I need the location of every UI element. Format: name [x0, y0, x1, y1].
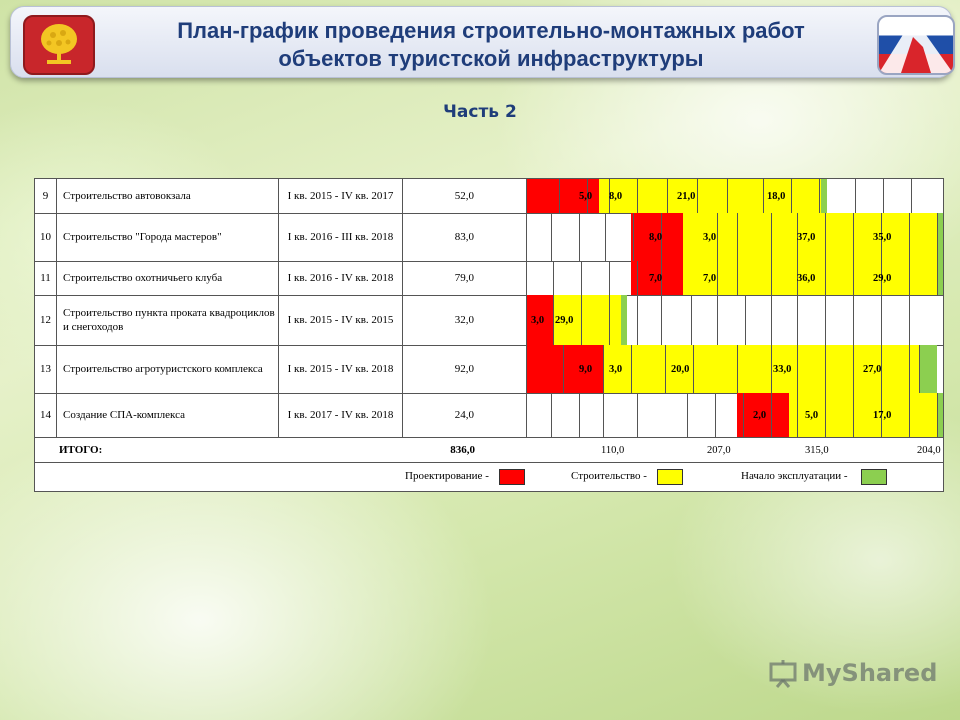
quarter-gridline — [909, 213, 910, 261]
phase-value-label: 7,0 — [703, 272, 717, 284]
object-total: 92,0 — [403, 345, 527, 393]
quarter-gridline — [883, 179, 884, 213]
row-number: 12 — [35, 295, 57, 345]
quarter-gridline — [797, 295, 798, 345]
quarter-gridline — [771, 393, 772, 437]
period-range: I кв. 2016 - III кв. 2018 — [279, 213, 403, 261]
quarter-gridline — [771, 261, 772, 295]
table-row — [35, 179, 943, 214]
period-range: I кв. 2016 - IV кв. 2018 — [279, 261, 403, 295]
phase-value-label: 5,0 — [579, 190, 593, 202]
itogo-total: 836,0 — [450, 444, 475, 456]
phase-value-label: 29,0 — [555, 314, 574, 326]
quarter-gridline — [745, 295, 746, 345]
page-title-line-1: План-график проведения строительно-монтажных работ — [177, 18, 805, 43]
row-number: 9 — [35, 179, 57, 213]
period-range: I кв. 2015 - IV кв. 2018 — [279, 345, 403, 393]
quarter-gridline — [665, 345, 666, 393]
phase-value-label: 33,0 — [773, 363, 792, 375]
quarter-gridline — [581, 295, 582, 345]
row-number: 14 — [35, 393, 57, 437]
quarter-gridline — [853, 345, 854, 393]
quarter-gridline — [737, 213, 738, 261]
lipetsk-emblem-icon — [23, 15, 95, 75]
object-total: 52,0 — [403, 179, 527, 213]
phase-value-label: 3,0 — [609, 363, 623, 375]
quarter-gridline — [687, 393, 688, 437]
quarter-gridline — [715, 393, 716, 437]
quarter-gridline — [825, 213, 826, 261]
gantt-timeline — [527, 261, 943, 295]
object-name: Создание СПА-комплекса — [57, 393, 279, 437]
object-total: 79,0 — [403, 261, 527, 295]
quarter-gridline — [737, 261, 738, 295]
quarter-gridline — [825, 295, 826, 345]
quarter-gridline — [855, 179, 856, 213]
object-name: Строительство охотничьего клуба — [57, 261, 279, 295]
quarter-gridline — [693, 345, 694, 393]
quarter-gridline — [717, 261, 718, 295]
itogo-year-3: 315,0 — [805, 444, 829, 456]
quarter-gridline — [937, 393, 938, 437]
itogo-year-2: 207,0 — [707, 444, 731, 456]
quarter-gridline — [853, 295, 854, 345]
watermark-text: MyShared — [802, 659, 938, 687]
quarter-gridline — [737, 345, 738, 393]
quarter-gridline — [637, 295, 638, 345]
section-subtitle: Часть 2 — [443, 102, 517, 122]
phase-value-label: 7,0 — [649, 272, 663, 284]
itogo-year-4: 204,0 — [917, 444, 941, 456]
object-name: Строительство агротуристского комплекса — [57, 345, 279, 393]
phase-value-label: 8,0 — [609, 190, 623, 202]
quarter-gridline — [609, 261, 610, 295]
quarter-gridline — [579, 213, 580, 261]
quarter-gridline — [909, 261, 910, 295]
gantt-timeline — [527, 393, 943, 437]
operation-start-bar — [821, 179, 827, 213]
phase-value-label: 35,0 — [873, 231, 892, 243]
quarter-gridline — [631, 345, 632, 393]
quarter-gridline — [603, 345, 604, 393]
page-title — [101, 17, 881, 73]
quarter-gridline — [581, 261, 582, 295]
quarter-gridline — [825, 345, 826, 393]
operation-start-bar — [919, 345, 937, 393]
phase-value-label: 5,0 — [805, 409, 819, 421]
quarter-gridline — [797, 345, 798, 393]
quarter-gridline — [909, 295, 910, 345]
phase-value-label: 17,0 — [873, 409, 892, 421]
quarter-gridline — [551, 213, 552, 261]
quarter-gridline — [691, 295, 692, 345]
quarter-gridline — [743, 393, 744, 437]
table-row — [35, 393, 943, 438]
table-row — [35, 213, 943, 262]
legend-design-label: Проектирование - — [405, 470, 489, 482]
phase-value-label: 21,0 — [677, 190, 696, 202]
object-name: Строительство пункта проката квадроциклов и снегоходов — [57, 295, 279, 345]
schedule-table — [34, 178, 944, 492]
quarter-gridline — [727, 179, 728, 213]
regional-flag-icon — [877, 15, 955, 75]
quarter-gridline — [603, 393, 604, 437]
table-row — [35, 345, 943, 394]
row-number: 10 — [35, 213, 57, 261]
object-name: Строительство автовокзала — [57, 179, 279, 213]
quarter-gridline — [819, 179, 820, 213]
quarter-gridline — [563, 345, 564, 393]
quarter-gridline — [559, 179, 560, 213]
phase-value-label: 8,0 — [649, 231, 663, 243]
phase-value-label: 20,0 — [671, 363, 690, 375]
phase-value-label: 29,0 — [873, 272, 892, 284]
quarter-gridline — [609, 295, 610, 345]
quarter-gridline — [825, 393, 826, 437]
period-range: I кв. 2015 - IV кв. 2015 — [279, 295, 403, 345]
period-range: I кв. 2015 - IV кв. 2017 — [279, 179, 403, 213]
quarter-gridline — [717, 295, 718, 345]
phase-value-label: 9,0 — [579, 363, 593, 375]
row-number: 11 — [35, 261, 57, 295]
gantt-timeline — [527, 345, 943, 393]
phase-value-label: 18,0 — [767, 190, 786, 202]
legend — [35, 467, 943, 489]
object-total: 24,0 — [403, 393, 527, 437]
gantt-timeline — [527, 295, 943, 345]
legend-design-swatch — [499, 469, 525, 485]
period-range: I кв. 2017 - IV кв. 2018 — [279, 393, 403, 437]
quarter-gridline — [637, 393, 638, 437]
page-title-line-2: объектов туристской инфраструктуры — [278, 46, 704, 71]
itogo-year-1: 110,0 — [601, 444, 625, 456]
operation-start-bar — [621, 295, 627, 345]
phase-value-label: 36,0 — [797, 272, 816, 284]
quarter-gridline — [633, 213, 634, 261]
quarter-gridline — [637, 179, 638, 213]
quarter-gridline — [911, 179, 912, 213]
legend-operation-label: Начало эксплуатации - — [741, 470, 848, 482]
row-number: 13 — [35, 345, 57, 393]
quarter-gridline — [937, 213, 938, 261]
quarter-gridline — [553, 295, 554, 345]
phase-value-label: 27,0 — [863, 363, 882, 375]
header-bar — [10, 6, 952, 78]
object-name: Строительство "Города мастеров" — [57, 213, 279, 261]
quarter-gridline — [763, 179, 764, 213]
itogo-row — [35, 437, 943, 463]
table-row — [35, 295, 943, 346]
quarter-gridline — [605, 213, 606, 261]
quarter-gridline — [551, 393, 552, 437]
construction-phase-bar — [599, 179, 821, 213]
quarter-gridline — [825, 261, 826, 295]
gantt-timeline — [527, 179, 943, 213]
presentation-board-icon — [768, 658, 798, 688]
quarter-gridline — [797, 393, 798, 437]
quarter-gridline — [853, 213, 854, 261]
phase-value-label: 37,0 — [797, 231, 816, 243]
quarter-gridline — [853, 393, 854, 437]
quarter-gridline — [667, 179, 668, 213]
quarter-gridline — [717, 213, 718, 261]
phase-value-label: 3,0 — [703, 231, 717, 243]
legend-operation-swatch — [861, 469, 887, 485]
itogo-label: ИТОГО: — [59, 444, 103, 456]
quarter-gridline — [919, 345, 920, 393]
phase-value-label: 3,0 — [531, 314, 545, 326]
quarter-gridline — [909, 393, 910, 437]
quarter-gridline — [637, 261, 638, 295]
table-row — [35, 261, 943, 296]
quarter-gridline — [771, 295, 772, 345]
object-total: 32,0 — [403, 295, 527, 345]
quarter-gridline — [771, 345, 772, 393]
gantt-timeline — [527, 213, 943, 261]
quarter-gridline — [553, 261, 554, 295]
quarter-gridline — [853, 261, 854, 295]
quarter-gridline — [661, 295, 662, 345]
quarter-gridline — [579, 393, 580, 437]
quarter-gridline — [697, 179, 698, 213]
object-total: 83,0 — [403, 213, 527, 261]
quarter-gridline — [937, 261, 938, 295]
watermark — [768, 654, 937, 692]
phase-value-label: 2,0 — [753, 409, 767, 421]
legend-construction-label: Строительство - — [571, 470, 647, 482]
quarter-gridline — [881, 295, 882, 345]
legend-construction-swatch — [657, 469, 683, 485]
quarter-gridline — [909, 345, 910, 393]
quarter-gridline — [771, 213, 772, 261]
quarter-gridline — [791, 179, 792, 213]
